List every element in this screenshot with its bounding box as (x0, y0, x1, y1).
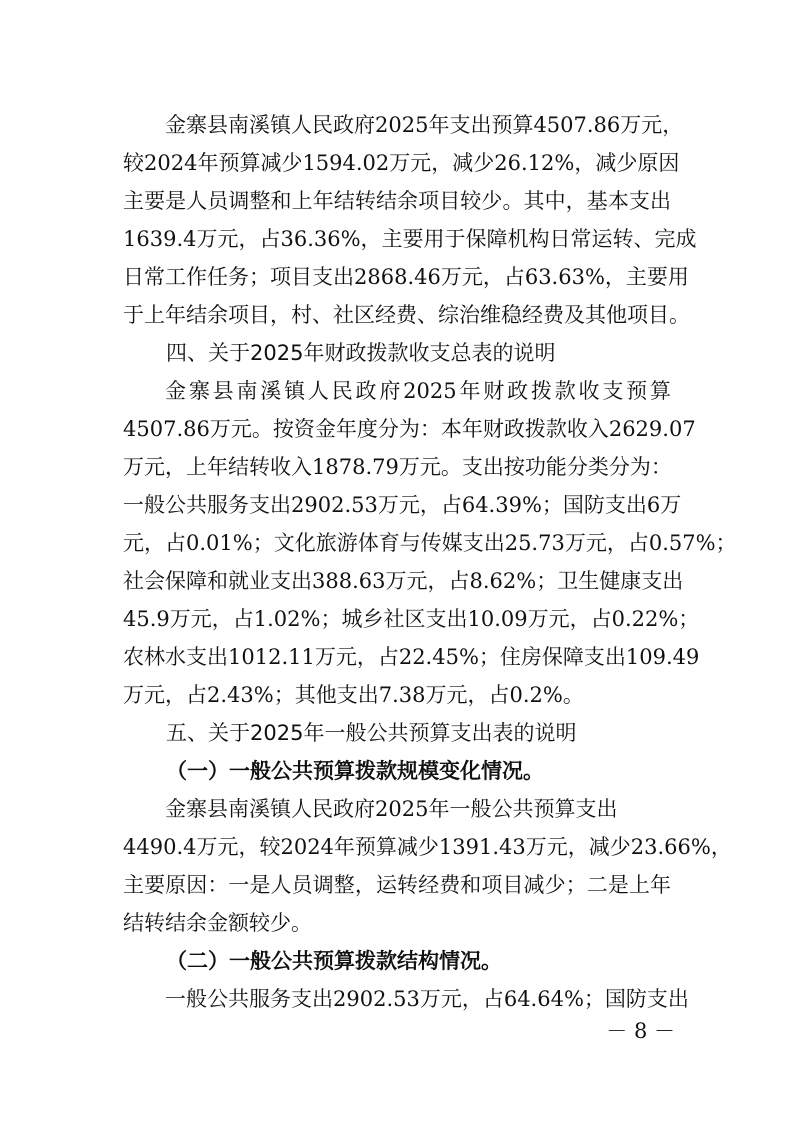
paragraph-line: 主要是人员调整和上年结转结余项目较少。其中，基本支出 (123, 189, 671, 213)
paragraph-line: 元，占0.01%；文化旅游体育与传媒支出25.73万元，占0.57%； (123, 531, 737, 555)
paragraph-line: 金寨县南溪镇人民政府2025年一般公共预算支出 (165, 797, 618, 821)
paragraph-line: 一般公共服务支出2902.53万元，占64.64%；国防支出 (165, 987, 689, 1011)
paragraph-line: 结转结余金额较少。 (123, 911, 312, 935)
paragraph-line: 4507.86万元。按资金年度分为：本年财政拨款收入2629.07 (123, 417, 696, 441)
section-heading-5: 五、关于2025年一般公共预算支出表的说明 (166, 721, 577, 745)
paragraph-line: 万元，占2.43%；其他支出7.38万元，占0.2%。 (123, 683, 584, 707)
paragraph-line: 较2024年预算减少1594.02万元，减少26.12%，减少原因 (123, 151, 680, 175)
paragraph-line: 农林水支出1012.11万元，占22.45%；住房保障支出109.49 (123, 645, 700, 669)
paragraph-line: 万元，上年结转收入1878.79万元。支出按功能分类分为： (123, 455, 672, 479)
paragraph-line: 金寨县南溪镇人民政府2025年财政拨款收支预算 (165, 379, 671, 403)
paragraph-line: 于上年结余项目，村、社区经费、综治维稳经费及其他项目。 (123, 303, 690, 327)
paragraph-line: 主要原因：一是人员调整，运转经费和项目减少；二是上年 (123, 873, 671, 897)
page-number: － 8 － (606, 1019, 675, 1043)
section-heading-4: 四、关于2025年财政拨款收支总表的说明 (166, 341, 556, 365)
subsection-heading-2: （二）一般公共预算拨款结构情况。 (166, 948, 502, 973)
subsection-heading-1: （一）一般公共预算拨款规模变化情况。 (166, 758, 544, 783)
paragraph-line: 日常工作任务；项目支出2868.46万元，占63.63%，主要用 (123, 265, 689, 289)
paragraph-line: 1639.4万元，占36.36%，主要用于保障机构日常运转、完成 (123, 227, 697, 251)
paragraph-line: 45.9万元，占1.02%；城乡社区支出10.09万元，占0.22%； (123, 607, 700, 631)
paragraph-line: 社会保障和就业支出388.63万元，占8.62%；卫生健康支出 (123, 569, 684, 593)
paragraph-line: 4490.4万元，较2024年预算减少1391.43万元，减少23.66%， (123, 835, 732, 859)
paragraph-line: 金寨县南溪镇人民政府2025年支出预算4507.86万元， (165, 113, 684, 137)
paragraph-line: 一般公共服务支出2902.53万元，占64.39%；国防支出6万 (123, 493, 682, 517)
